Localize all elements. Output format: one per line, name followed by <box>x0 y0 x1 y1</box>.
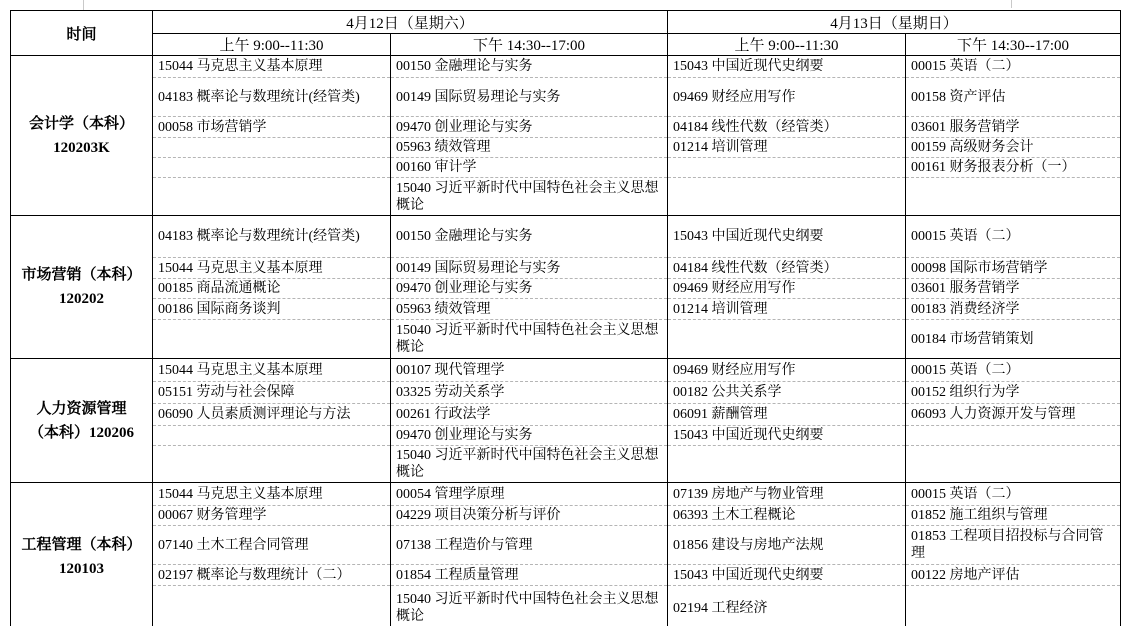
course-cell-empty <box>668 446 906 483</box>
course-cell-empty <box>906 426 1121 446</box>
course-cell: 09469 财经应用写作 <box>668 78 906 117</box>
major-name: 人力资源管理 <box>36 400 127 417</box>
schedule-subrow <box>11 56 1121 78</box>
course-cell: 01856 建设与房地产法规 <box>668 526 906 565</box>
course-cell: 06091 薪酬管理 <box>668 404 906 426</box>
course-cell-empty <box>906 446 1121 483</box>
course-cell-empty <box>153 426 391 446</box>
course-cell: 04184 线性代数（经管类） <box>668 258 906 279</box>
course-cell: 00015 英语（二） <box>906 216 1121 258</box>
schedule-subrow <box>11 158 1121 178</box>
course-cell: 15043 中国近现代史纲要 <box>668 426 906 446</box>
course-cell: 02194 工程经济 <box>668 586 906 626</box>
course-cell: 03601 服务营销学 <box>906 279 1121 299</box>
session-header-day1-morning: 上午 9:00--11:30 <box>153 34 391 56</box>
course-cell: 06090 人员素质测评理论与方法 <box>153 404 391 426</box>
course-cell: 02197 概率论与数理统计（二） <box>153 565 391 586</box>
course-cell: 00058 市场营销学 <box>153 117 391 138</box>
course-cell-empty <box>153 178 391 216</box>
course-cell: 00054 管理学原理 <box>391 483 668 506</box>
session-header-day1-afternoon: 下午 14:30--17:00 <box>391 34 668 56</box>
course-cell: 04183 概率论与数理统计(经管类) <box>153 216 391 258</box>
schedule-subrow <box>11 506 1121 526</box>
schedule-subrow <box>11 526 1121 565</box>
course-cell-empty <box>668 320 906 359</box>
course-cell: 01214 培训管理 <box>668 299 906 320</box>
course-cell: 00015 英语（二） <box>906 359 1121 382</box>
course-cell: 07139 房地产与物业管理 <box>668 483 906 506</box>
course-cell: 04184 线性代数（经管类） <box>668 117 906 138</box>
major-code: 120203K <box>53 139 110 156</box>
course-cell: 00015 英语（二） <box>906 483 1121 506</box>
course-cell-empty <box>668 178 906 216</box>
course-cell-empty <box>906 586 1121 626</box>
course-cell: 15040 习近平新时代中国特色社会主义思想概论 <box>391 586 668 626</box>
course-cell: 15044 马克思主义基本原理 <box>153 258 391 279</box>
schedule-subrow <box>11 320 1121 359</box>
schedule-subrow <box>11 483 1121 506</box>
course-cell: 03601 服务营销学 <box>906 117 1121 138</box>
course-cell: 00149 国际贸易理论与实务 <box>391 78 668 117</box>
schedule-body <box>11 56 1121 626</box>
major-cell <box>11 483 153 626</box>
schedule-subrow <box>11 299 1121 320</box>
course-cell: 05963 绩效管理 <box>391 138 668 158</box>
course-cell: 00182 公共关系学 <box>668 382 906 404</box>
major-code: 120202 <box>59 291 104 307</box>
course-cell: 09469 财经应用写作 <box>668 359 906 382</box>
time-header: 时间 <box>11 11 153 56</box>
course-cell-empty <box>153 158 391 178</box>
major-cell <box>11 216 153 359</box>
session-header-day2-morning: 上午 9:00--11:30 <box>668 34 906 56</box>
course-cell: 01853 工程项目招投标与合同管理 <box>906 526 1121 565</box>
course-cell: 00159 高级财务会计 <box>906 138 1121 158</box>
schedule-subrow <box>11 178 1121 216</box>
course-cell: 15043 中国近现代史纲要 <box>668 565 906 586</box>
course-cell-empty <box>153 446 391 483</box>
schedule-subrow <box>11 216 1121 258</box>
course-cell: 07138 工程造价与管理 <box>391 526 668 565</box>
course-cell: 05151 劳动与社会保障 <box>153 382 391 404</box>
schedule-subrow <box>11 138 1121 158</box>
course-cell: 03325 劳动关系学 <box>391 382 668 404</box>
course-cell: 15040 习近平新时代中国特色社会主义思想概论 <box>391 446 668 483</box>
schedule-subrow <box>11 117 1121 138</box>
major-cell <box>11 359 153 483</box>
course-cell: 00107 现代管理学 <box>391 359 668 382</box>
course-cell: 00067 财务管理学 <box>153 506 391 526</box>
course-cell: 15044 马克思主义基本原理 <box>153 359 391 382</box>
header-row-sessions <box>11 34 1121 56</box>
course-cell: 15044 马克思主义基本原理 <box>153 483 391 506</box>
header-row-dates <box>11 11 1121 34</box>
major-name: 市场营销（本科） <box>21 267 142 283</box>
schedule-subrow <box>11 382 1121 404</box>
schedule-subrow <box>11 446 1121 483</box>
course-cell: 05963 绩效管理 <box>391 299 668 320</box>
course-cell: 00098 国际市场营销学 <box>906 258 1121 279</box>
session-header-day2-afternoon: 下午 14:30--17:00 <box>906 34 1121 56</box>
major-code: （本科）120206 <box>28 424 134 441</box>
schedule-subrow <box>11 404 1121 426</box>
course-cell: 15044 马克思主义基本原理 <box>153 56 391 78</box>
course-cell-empty <box>668 158 906 178</box>
schedule-subrow <box>11 78 1121 117</box>
schedule-subrow <box>11 279 1121 299</box>
course-cell: 09470 创业理论与实务 <box>391 426 668 446</box>
major-name: 工程管理（本科） <box>21 536 142 553</box>
schedule-subrow <box>11 359 1121 382</box>
course-cell: 04229 项目决策分析与评价 <box>391 506 668 526</box>
course-cell: 00158 资产评估 <box>906 78 1121 117</box>
course-cell: 09469 财经应用写作 <box>668 279 906 299</box>
course-cell: 00160 审计学 <box>391 158 668 178</box>
course-cell: 00015 英语（二） <box>906 56 1121 78</box>
course-cell: 07140 土木工程合同管理 <box>153 526 391 565</box>
schedule-subrow <box>11 586 1121 626</box>
course-cell: 06393 土木工程概论 <box>668 506 906 526</box>
date-header-day1: 4月12日（星期六） <box>153 11 668 34</box>
course-cell-empty <box>153 320 391 359</box>
schedule-subrow <box>11 258 1121 279</box>
course-cell: 00261 行政法学 <box>391 404 668 426</box>
course-cell-empty <box>153 586 391 626</box>
schedule-header <box>11 11 1121 56</box>
major-code: 120103 <box>59 560 104 577</box>
course-cell: 00149 国际贸易理论与实务 <box>391 258 668 279</box>
date-header-day2: 4月13日（星期日） <box>668 11 1121 34</box>
course-cell: 00183 消费经济学 <box>906 299 1121 320</box>
course-cell: 01854 工程质量管理 <box>391 565 668 586</box>
course-cell: 00161 财务报表分析（一） <box>906 158 1121 178</box>
course-cell: 01214 培训管理 <box>668 138 906 158</box>
course-cell: 09470 创业理论与实务 <box>391 117 668 138</box>
course-cell: 00185 商品流通概论 <box>153 279 391 299</box>
course-cell: 15040 习近平新时代中国特色社会主义思想概论 <box>391 320 668 359</box>
course-cell-empty <box>153 138 391 158</box>
major-cell <box>11 56 153 216</box>
course-cell: 00150 金融理论与实务 <box>391 216 668 258</box>
schedule-subrow <box>11 426 1121 446</box>
course-cell: 00152 组织行为学 <box>906 382 1121 404</box>
course-cell: 09470 创业理论与实务 <box>391 279 668 299</box>
course-cell: 15043 中国近现代史纲要 <box>668 56 906 78</box>
course-cell: 15043 中国近现代史纲要 <box>668 216 906 258</box>
course-cell: 00184 市场营销策划 <box>906 320 1121 359</box>
course-cell: 00186 国际商务谈判 <box>153 299 391 320</box>
sheet-gridline-top-right <box>1011 0 1012 8</box>
course-cell-empty <box>906 178 1121 216</box>
course-cell: 06093 人力资源开发与管理 <box>906 404 1121 426</box>
schedule-subrow <box>11 565 1121 586</box>
course-cell: 00150 金融理论与实务 <box>391 56 668 78</box>
course-cell: 01852 施工组织与管理 <box>906 506 1121 526</box>
major-name: 会计学（本科） <box>28 115 134 132</box>
course-cell: 00122 房地产评估 <box>906 565 1121 586</box>
exam-schedule-table <box>10 10 1121 626</box>
course-cell: 15040 习近平新时代中国特色社会主义思想概论 <box>391 178 668 216</box>
course-cell: 04183 概率论与数理统计(经管类) <box>153 78 391 117</box>
